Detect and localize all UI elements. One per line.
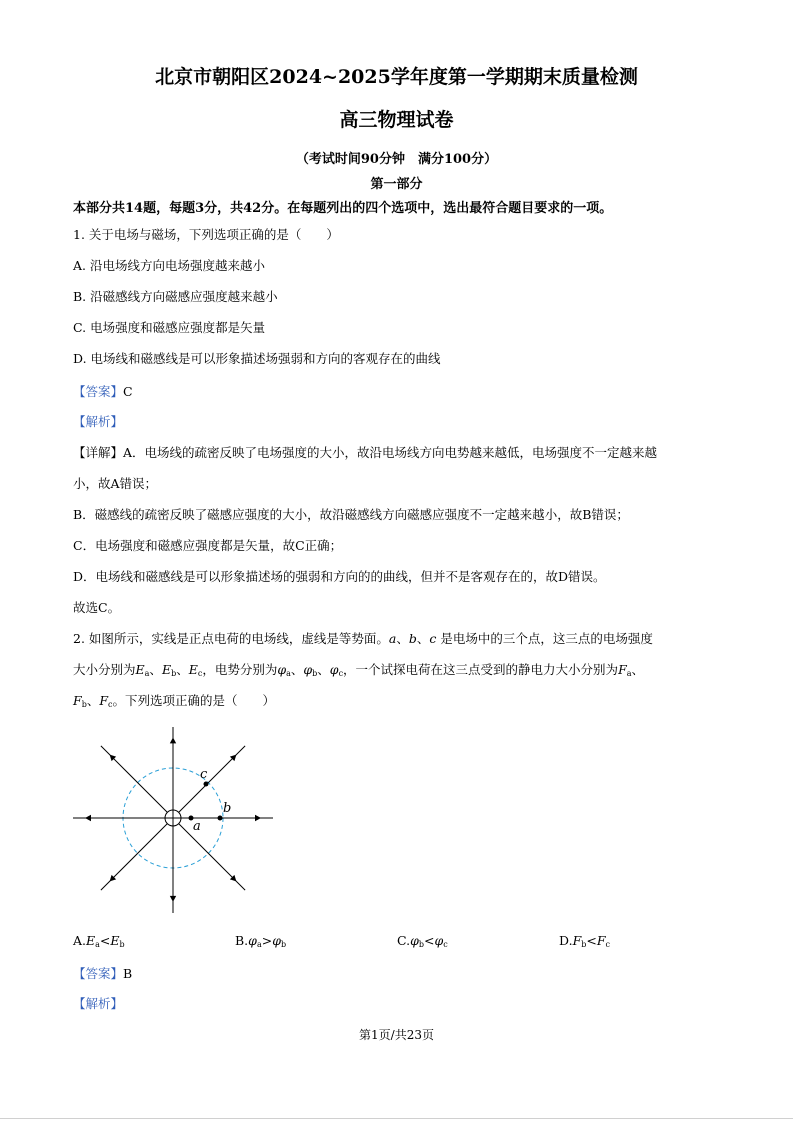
part-heading: 第一部分 — [370, 177, 423, 192]
subscript-a: a — [626, 669, 632, 678]
option-label: C. — [397, 933, 411, 948]
option-label: A. — [73, 933, 87, 948]
symbol-phi: φ — [410, 933, 419, 948]
point-c-label: c — [429, 631, 437, 646]
detail-label: 【详解】 — [73, 445, 124, 460]
operator: > — [261, 933, 273, 948]
q1-analysis-label: 【解析】 — [73, 414, 124, 429]
symbol-F: F — [73, 693, 82, 708]
subscript-a: a — [144, 669, 150, 678]
symbol-E: E — [188, 662, 198, 677]
separator: 、 — [176, 662, 189, 677]
separator: 、 — [86, 693, 100, 708]
separator: 、 — [317, 662, 330, 677]
q2-stem-text: 是电场中的三个点，这三点的电场强度 — [436, 631, 653, 646]
point-b-label: b — [408, 631, 417, 646]
q1-detail-line-1 — [73, 443, 657, 461]
q2-stem-line-3 — [73, 691, 275, 709]
detail-text: A．电场线的疏密反映了电场强度的大小，故沿电场线方向电势越来越低，电场强度不一定越来越 — [123, 445, 658, 460]
q1-detail-line-2: 小，故A错误； — [73, 476, 158, 491]
subscript-c: c — [605, 940, 611, 949]
q1-detail-line-5: D．电场线和磁感线是可以形象描述场的强弱和方向的的曲线，但并不是客观存在的，故D错误。 — [73, 569, 606, 584]
subscript-b: b — [81, 700, 87, 709]
subscript-b: b — [280, 940, 287, 949]
q2-option-b — [235, 933, 286, 949]
option-label: D. — [559, 933, 573, 948]
exam-subtitle: 高三物理试卷 — [339, 109, 454, 131]
page-bottom-rule — [0, 1118, 793, 1119]
point-c-dot — [204, 782, 209, 787]
q1-detail-line-3: B．磁感线的疏密反映了磁感应强度的大小，故沿磁感线方向磁感应强度不一定越来越小，故B错误； — [73, 507, 629, 522]
answer-value: B — [123, 966, 133, 981]
symbol-phi: φ — [329, 662, 339, 677]
subscript-b: b — [119, 940, 125, 949]
field-arrow-down — [170, 896, 176, 902]
subscript-c: c — [443, 940, 448, 949]
subscript-a: a — [286, 669, 291, 678]
q2-stem-text: 大小分别为 — [73, 662, 136, 677]
separator: 、 — [396, 631, 409, 646]
electric-field-figure — [65, 727, 280, 917]
separator: 、 — [149, 662, 162, 677]
field-arrow-up — [170, 737, 176, 743]
q2-stem-text: 。下列选项正确的是（ ） — [112, 693, 276, 708]
q2-stem-line-2 — [73, 660, 644, 678]
answer-value: C — [123, 384, 133, 399]
q2-stem-text: 2. 如图所示，实线是正点电荷的电场线，虚线是等势面。 — [73, 631, 389, 646]
page-number: 第1页/共23页 — [359, 1028, 434, 1042]
subscript-b: b — [581, 940, 587, 949]
symbol-phi: φ — [277, 662, 287, 677]
point-a-label: a — [388, 631, 397, 646]
answer-label: 【答案】 — [73, 384, 124, 399]
q1-detail-line-6: 故选C。 — [73, 600, 121, 615]
q2-stem-text: ，电势分别为 — [202, 662, 278, 677]
operator: < — [99, 933, 111, 948]
q1-option-a: A. 沿电场线方向电场强度越来越小 — [73, 258, 265, 273]
symbol-phi: φ — [434, 933, 444, 948]
symbol-E: E — [110, 933, 120, 948]
q2-option-c — [397, 933, 448, 949]
separator: 、 — [416, 631, 430, 646]
part-instructions: 本部分共14题，每题3分，共42分。在每题列出的四个选项中，选出最符合题目要求的一项。 — [73, 201, 613, 216]
symbol-E: E — [135, 662, 145, 677]
subscript-b: b — [312, 669, 318, 678]
q1-answer — [73, 382, 133, 400]
symbol-E: E — [161, 662, 172, 677]
subscript-b: b — [418, 940, 424, 949]
subscript-c: c — [338, 669, 344, 678]
q2-option-a — [73, 933, 125, 949]
answer-label: 【答案】 — [73, 966, 124, 981]
operator: < — [586, 933, 597, 948]
q1-stem: 1. 关于电场与磁场，下列选项正确的是（ ） — [73, 227, 339, 242]
separator: 、 — [631, 662, 645, 677]
symbol-phi: φ — [303, 662, 313, 677]
q2-analysis-label: 【解析】 — [73, 996, 124, 1011]
operator: < — [423, 933, 435, 948]
q1-option-d: D. 电场线和磁感线是可以形象描述场强弱和方向的客观存在的曲线 — [73, 351, 441, 366]
q1-detail-line-4: C．电场强度和磁感应强度都是矢量，故C正确； — [73, 538, 343, 553]
separator: 、 — [290, 662, 304, 677]
point-b-dot — [218, 816, 223, 821]
q1-option-c: C. 电场强度和磁感应强度都是矢量 — [73, 320, 266, 335]
exam-info: （考试时间90分钟 满分100分） — [295, 152, 498, 167]
symbol-F: F — [596, 933, 606, 948]
field-arrow-right — [255, 815, 261, 821]
point-c-label: c — [200, 767, 208, 782]
point-a-label: a — [193, 819, 201, 834]
subscript-a: a — [256, 940, 262, 949]
field-arrow-left — [85, 815, 91, 821]
subscript-c: c — [108, 700, 113, 709]
symbol-phi: φ — [272, 933, 281, 948]
exam-title: 北京市朝阳区2024~2025学年度第一学期期末质量检测 — [155, 66, 638, 88]
symbol-F: F — [572, 933, 582, 948]
q1-option-b: B. 沿磁感线方向磁感应强度越来越小 — [73, 289, 278, 304]
q2-option-d — [559, 933, 610, 949]
symbol-phi: φ — [248, 933, 257, 948]
option-label: B. — [235, 933, 249, 948]
subscript-c: c — [197, 669, 203, 678]
symbol-F: F — [99, 693, 109, 708]
q2-stem-text: ，一个试探电荷在这三点受到的静电力大小分别为 — [343, 662, 619, 677]
subscript-a: a — [95, 940, 100, 949]
q2-answer — [73, 964, 132, 982]
symbol-E: E — [86, 933, 96, 948]
point-b-label: b — [223, 801, 232, 816]
q2-stem-line-1 — [73, 629, 653, 647]
subscript-b: b — [171, 669, 177, 678]
symbol-F: F — [618, 662, 627, 677]
